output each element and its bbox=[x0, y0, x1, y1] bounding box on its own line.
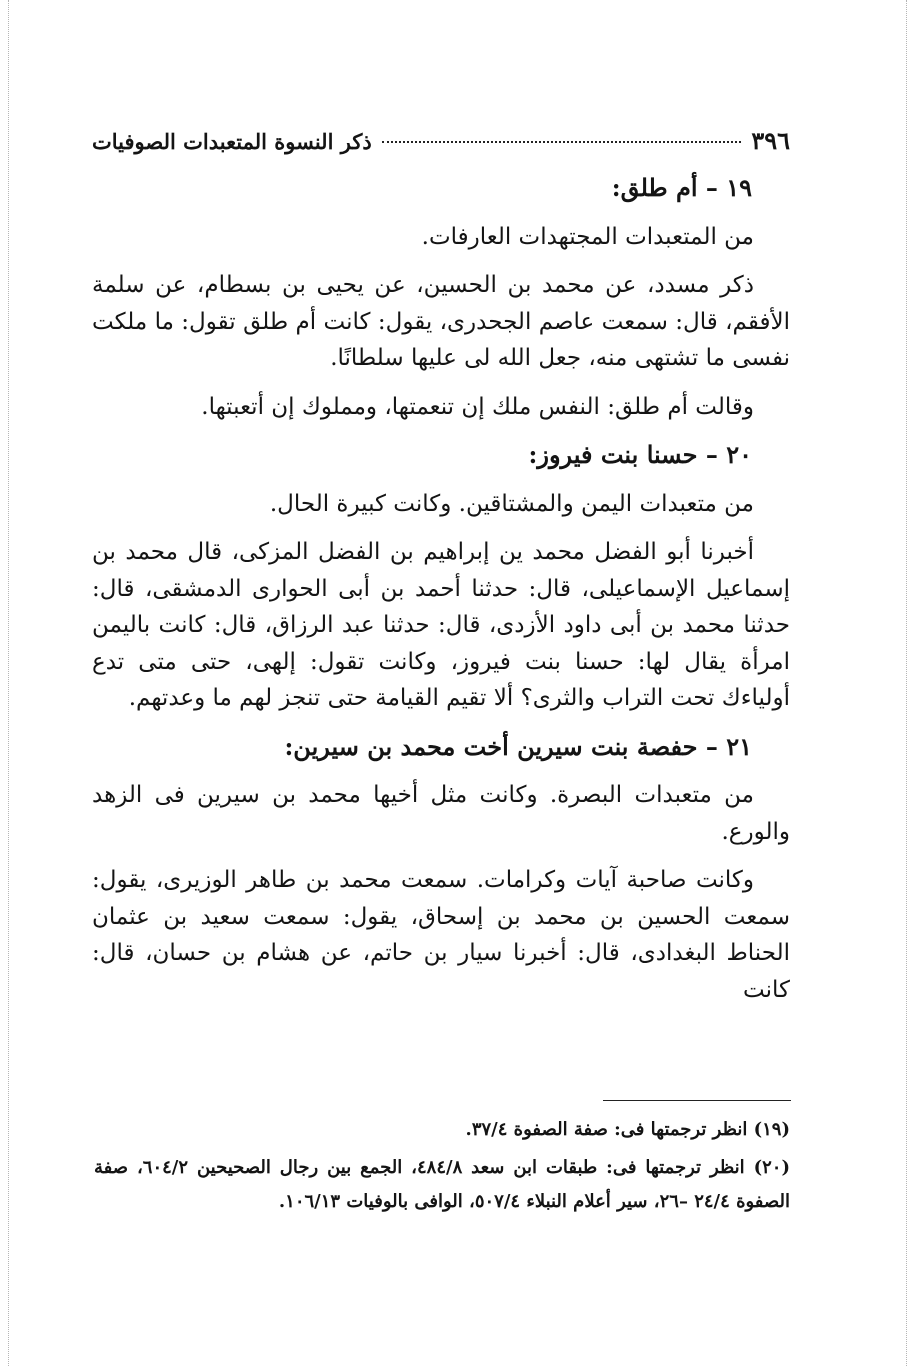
entry-20 bbox=[92, 437, 790, 717]
main-text bbox=[92, 166, 790, 1020]
paragraph: ذكر مسدد، عن محمد بن الحسين، عن يحيى بن بسطام، عن سلمة الأفقم، قال: سمعت عاصم الجحدرى، يقول: كانت أم طلق تقول: ما ملكت نفسى ما تشتهى منه، جعل الله لى عليها سلطانًا. bbox=[92, 272, 790, 371]
footnote-separator bbox=[603, 1100, 791, 1101]
footnotes bbox=[94, 1113, 790, 1223]
paragraph: وكانت صاحبة آيات وكرامات. سمعت محمد بن طاهر الوزيرى، يقول: سمعت الحسين بن محمد بن إسحاق، يقول: سمعت سعيد بن عثمان الحناط البغدادى، قال: أخبرنا سيار بن حاتم، عن هشام بن حسان، قال: كانت bbox=[92, 867, 790, 1003]
paragraph: من متعبدات اليمن والمشتاقين. وكانت كبيرة الحال. bbox=[269, 490, 754, 517]
running-header bbox=[92, 126, 790, 155]
page-number: ٣٩٦ bbox=[751, 126, 790, 155]
paragraph: من متعبدات البصرة. وكانت مثل أخيها محمد بن سيرين فى الزهد والورع. bbox=[92, 782, 790, 845]
entry-21 bbox=[92, 729, 790, 1009]
footnote: (١٩) انظر ترجمتها فى: صفة الصفوة ٣٧/٤. bbox=[465, 1119, 790, 1140]
paragraph: من المتعبدات المجتهدات العارفات. bbox=[421, 223, 754, 250]
scan-edge-left bbox=[8, 0, 9, 1366]
entry-heading: ٢١ – حفصة بنت سيرين أخت محمد بن سيرين: bbox=[284, 731, 752, 761]
entry-19 bbox=[92, 170, 790, 425]
entry-heading: ١٩ – أم طلق: bbox=[611, 173, 752, 202]
entry-heading: ٢٠ – حسنا بنت فيروز: bbox=[528, 440, 752, 469]
header-dot-leader bbox=[382, 141, 742, 143]
footnote: (٢٠) انظر ترجمتها فى: طبقات ابن سعد ٤٨٤/٨، الجمع بين رجال الصحيحين ٦٠٤/٢، صفة الصفوة ٢٤/٤ –٢٦، سير أعلام النبلاء ٥٠٧/٤، الوافى بالوفيات ١٠٦/١٣. bbox=[94, 1157, 790, 1212]
running-title: ذكر النسوة المتعبدات الصوفيات bbox=[92, 129, 372, 154]
scan-edge-right bbox=[906, 0, 907, 1366]
paragraph: وقالت أم طلق: النفس ملك إن تنعمتها، ومملوك إن أتعبتها. bbox=[201, 393, 754, 420]
paragraph: أخبرنا أبو الفضل محمد ين إبراهيم بن الفضل المزكى، قال محمد بن إسماعيل الإسماعيلى، قال: حدثنا أحمد بن أبى الحوارى الدمشقى، قال: حدثنا محمد بن أبى داود الأزدى، قال: حدثنا عبد الرزاق، قال: كانت باليمن امرأة يقال لها: حسنا بنت فيروز، وكانت تقول: إلهى، حتى متى تدع أولياءك تحت التراب والثرى؟ ألا تقيم القيامة حتى تنجز لهم ما وعدتهم. bbox=[92, 539, 790, 711]
